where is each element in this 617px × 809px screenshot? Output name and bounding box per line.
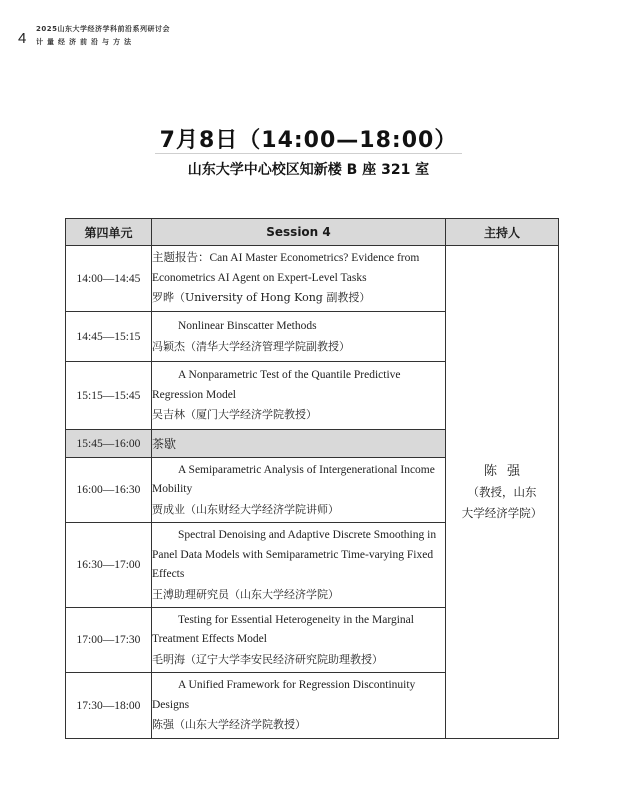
speaker: 王溥助理研究员（山东大学经济学院） <box>152 587 339 601</box>
schedule-table <box>65 218 559 739</box>
time-slot: 17:00—17:30 <box>66 608 152 673</box>
time-slot: 14:45—15:15 <box>66 312 152 362</box>
page-title: 7月8日（14:00—18:00） <box>159 128 458 153</box>
host-name: 陈强 <box>483 463 530 479</box>
time-slot: 16:30—17:00 <box>66 523 152 608</box>
time-slot: 16:00—16:30 <box>66 458 152 523</box>
time-slot: 17:30—18:00 <box>66 673 152 739</box>
talk-cell <box>152 362 446 430</box>
header-unit: 第四单元 <box>66 219 152 246</box>
page-number: 4 <box>18 30 27 47</box>
talk-cell <box>152 246 446 312</box>
speaker: 陈强（山东大学经济学院教授） <box>152 718 306 732</box>
speaker: 罗晔（University of Hong Kong 副教授） <box>152 291 371 305</box>
speaker: 毛明海（辽宁大学李安民经济研究院助理教授） <box>152 652 383 666</box>
time-slot: 15:15—15:45 <box>66 362 152 430</box>
time-slot: 15:45—16:00 <box>66 430 152 458</box>
talk-title: 主题报告：Can AI Master Econometrics? Evidence from Econometrics AI Agent on Expert-Level Tasks <box>152 252 420 284</box>
host-cell <box>446 246 559 739</box>
talk-title: Nonlinear Binscatter Methods <box>178 320 317 332</box>
talk-title: A Nonparametric Test of the Quantile Predictive Regression Model <box>152 369 401 401</box>
title-divider <box>155 153 462 154</box>
header-session: Session 4 <box>152 219 446 246</box>
talk-cell <box>152 312 446 362</box>
time-slot: 14:00—14:45 <box>66 246 152 312</box>
series-title: 2025山东大学经济学科前沿系列研讨会 <box>36 25 170 33</box>
speaker: 贾成业（山东财经大学经济学院讲师） <box>152 502 339 516</box>
host-affiliation-line1: （教授，山东 <box>467 484 537 499</box>
talk-title: A Unified Framework for Regression Discontinuity Designs <box>152 679 416 711</box>
talk-cell <box>152 608 446 673</box>
speaker: 吴吉林（厦门大学经济学院教授） <box>152 408 317 422</box>
talk-cell <box>152 673 446 739</box>
table-header-row <box>66 219 559 246</box>
speaker: 冯颖杰（清华大学经济管理学院副教授） <box>152 339 350 353</box>
talk-title: A Semiparametric Analysis of Intergenerational Income Mobility <box>152 463 435 496</box>
table-row <box>66 246 559 312</box>
talk-title: Spectral Denoising and Adaptive Discrete Smoothing in Panel Data Models with Semiparametric Time-varying Fixed Effects <box>152 529 437 580</box>
series-subtitle: 计量经济前沿与方法 <box>36 38 135 46</box>
talk-cell <box>152 523 446 608</box>
talk-cell <box>152 458 446 523</box>
talk-title: Testing for Essential Heterogeneity in the Marginal Treatment Effects Model <box>152 613 414 646</box>
venue: 山东大学中心校区知新楼 B 座 321 室 <box>187 162 430 178</box>
host-affiliation-line2: 大学经济学院） <box>461 505 543 520</box>
header-host: 主持人 <box>446 219 559 246</box>
break-label: 茶歇 <box>152 430 446 458</box>
